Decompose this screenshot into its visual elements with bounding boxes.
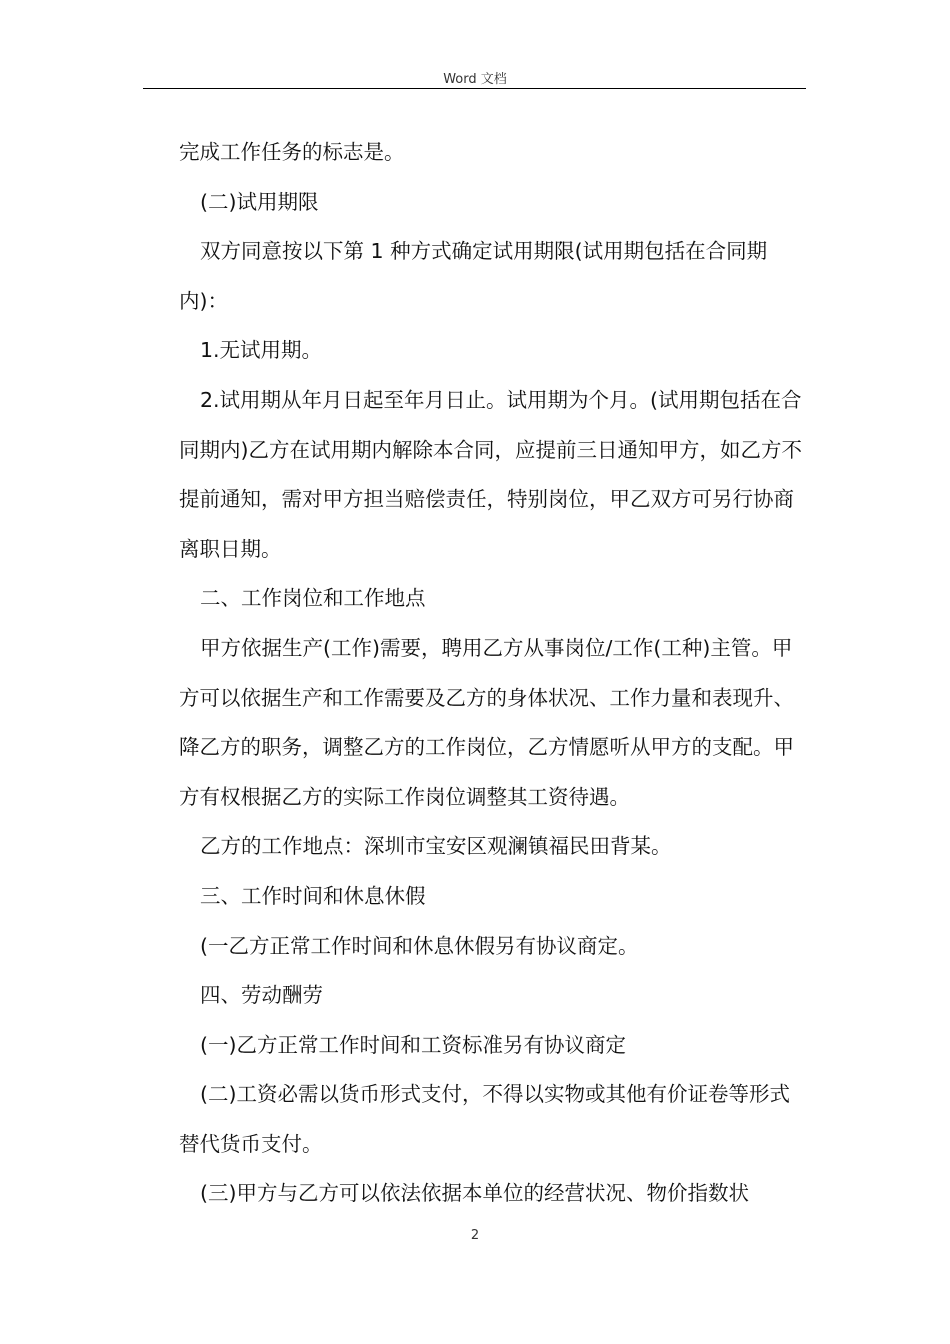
paragraph: (一)乙方正常工作时间和工资标准另有协议商定: [200, 1032, 626, 1057]
section-heading: 二、工作岗位和工作地点: [200, 586, 426, 611]
section-heading: 三、工作时间和休息休假: [200, 883, 426, 908]
paragraph: 完成工作任务的标志是。: [179, 140, 405, 164]
section-heading: 四、劳动酬劳: [200, 983, 323, 1008]
paragraph: 1.无试用期。: [200, 338, 323, 363]
page-number: 2: [470, 1228, 480, 1243]
paragraph: 双方同意按以下第 1 种方式确定试用期限(试用期包括在合同期内)：: [179, 239, 768, 313]
paragraph: 乙方的工作地点：深圳市宝安区观澜镇福民田背某。: [200, 834, 672, 859]
paragraph: (三)甲方与乙方可以依法依据本单位的经营状况、物价指数状: [200, 1181, 749, 1206]
paragraph: 2.试用期从年月日起至年月日止。试用期为个月。(试用期包括在合同期内)乙方在试用期内解除本合同，应提前三日通知甲方，如乙方不提前通知，需对甲方担当赔偿责任，特别岗位，甲乙双方可另行协商离职日期。: [179, 387, 802, 561]
document-body: [179, 128, 806, 1219]
header-divider: [143, 88, 806, 89]
paragraph: (二)工资必需以货币形式支付，不得以实物或其他有价证卷等形式替代货币支付。: [179, 1082, 790, 1156]
paragraph: (一乙方正常工作时间和休息休假另有协议商定。: [200, 933, 639, 958]
header-title: Word 文档: [443, 72, 507, 87]
paragraph: (二)试用期限: [200, 189, 319, 214]
paragraph: 甲方依据生产(工作)需要，聘用乙方从事岗位/工作(工种)主管。甲方可以依据生产和工作需要及乙方的身体状况、工作力量和表现升、降乙方的职务，调整乙方的工作岗位，乙方情愿听从甲方的支配。甲方有权根据乙方的实际工作岗位调整其工资待遇。: [179, 635, 794, 809]
